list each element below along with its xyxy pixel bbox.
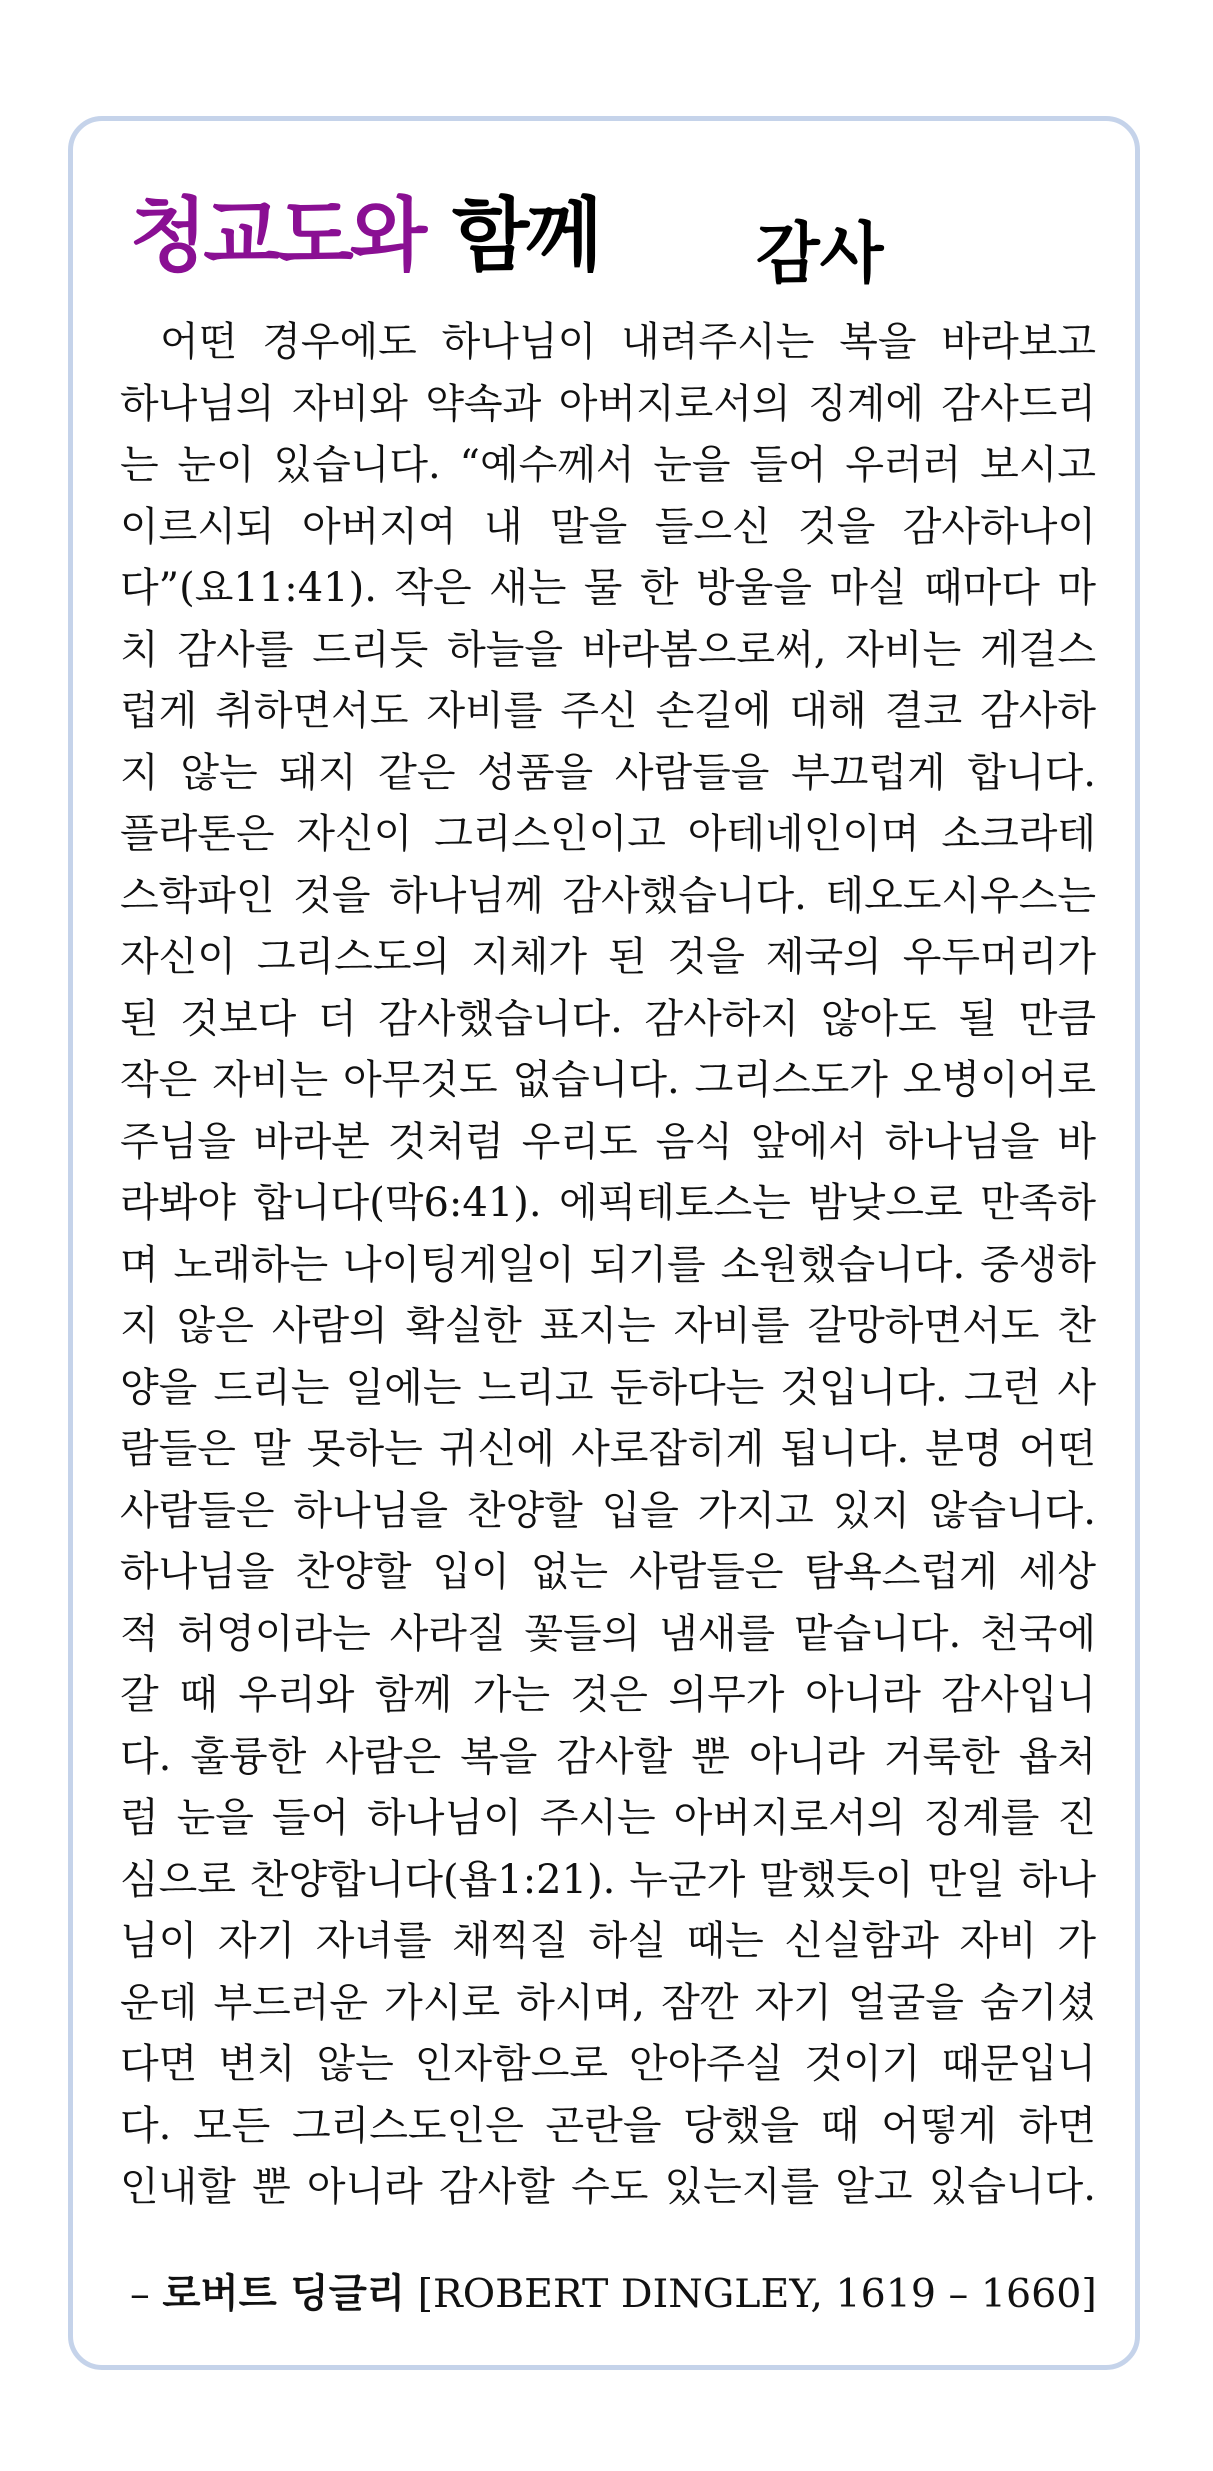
body-line: 며 노래하는 나이팅게일이 되기를 소원했습니다. 중생하 [120, 1241, 1096, 1288]
body-line: 심으로 찬양합니다(욥1:21). 누군가 말했듯이 만일 하나 [120, 1856, 1096, 1903]
body-line: 하나님을 찬양할 입이 없는 사람들은 탐욕스럽게 세상 [120, 1549, 1096, 1595]
title-main: 함께 [452, 189, 599, 282]
body-line: 람들은 말 못하는 귀신에 사로잡히게 됩니다. 분명 어떤 [120, 1426, 1096, 1472]
body-line: 럽게 취하면서도 자비를 주신 손길에 대해 결코 감사하 [120, 688, 1096, 734]
attribution-dash: – [130, 2271, 150, 2317]
body-line: 다. 훌륭한 사람은 복을 감사할 뿐 아니라 거룩한 욥처 [120, 1733, 1096, 1780]
title-topic: 감사 [756, 215, 884, 292]
body-line: 스학파인 것을 하나님께 감사했습니다. 테오도시우스는 [120, 872, 1096, 919]
body-line: 갈 때 우리와 함께 가는 것은 의무가 아니라 감사입니 [120, 1672, 1096, 1718]
body-line: 다. 모든 그리스도인은 곤란을 당했을 때 어떻게 하면 [120, 2102, 1096, 2149]
body-line: 양을 드리는 일에는 느리고 둔하다는 것입니다. 그런 사 [120, 1364, 1096, 1411]
attribution [130, 2262, 1100, 2326]
body-line: 다면 변치 않는 인자함으로 안아주실 것이기 때문입니 [120, 2041, 1096, 2087]
body-line: 님이 자기 자녀를 채찍질 하실 때는 신실함과 자비 가 [120, 1918, 1096, 1964]
body-line: 인내할 뿐 아니라 감사할 수도 있는지를 알고 있습니다. [120, 2164, 1096, 2210]
body-line: 플라톤은 자신이 그리스인이고 아테네인이며 소크라테 [120, 811, 1096, 857]
body-line: 자신이 그리스도의 지체가 된 것을 제국의 우두머리가 [120, 934, 1096, 980]
body-line: 럼 눈을 들어 하나님이 주시는 아버지로서의 징계를 진 [120, 1795, 1096, 1841]
body-line: 작은 자비는 아무것도 없습니다. 그리스도가 오병이어로 [120, 1057, 1096, 1103]
body-line: 치 감사를 드리듯 하늘을 바라봄으로써, 자비는 게걸스 [120, 626, 1096, 673]
body-line: 라봐야 합니다(막6:41). 에픽테토스는 밤낮으로 만족하 [120, 1180, 1096, 1226]
page-title [130, 186, 1090, 306]
author-name-english: [ROBERT DINGLEY, 1619 – 1660] [417, 2271, 1097, 2317]
author-name-korean: 로버트 딩글리 [162, 2271, 406, 2317]
body-line: 운데 부드러운 가시로 하시며, 잠깐 자기 얼굴을 숨기셨 [120, 1979, 1096, 2026]
body-line: 지 않는 돼지 같은 성품을 사람들을 부끄럽게 합니다. [120, 749, 1096, 796]
body-paragraph [120, 312, 1096, 2219]
body-line: 지 않은 사람의 확실한 표지는 자비를 갈망하면서도 찬 [120, 1303, 1096, 1349]
body-line: 주님을 바라본 것처럼 우리도 음식 앞에서 하나님을 바 [120, 1118, 1096, 1165]
title-accent: 청교도와 [130, 189, 424, 282]
body-line: 적 허영이라는 사라질 꽃들의 냄새를 맡습니다. 천국에 [120, 1610, 1096, 1657]
body-line: 하나님의 자비와 약속과 아버지로서의 징계에 감사드리 [120, 380, 1096, 427]
body-line: 다”(요11:41). 작은 새는 물 한 방울을 마실 때마다 마 [120, 565, 1096, 611]
body-line: 어떤 경우에도 하나님이 내려주시는 복을 바라보고 [160, 319, 1096, 365]
body-line: 된 것보다 더 감사했습니다. 감사하지 않아도 될 만큼 [120, 995, 1096, 1042]
body-line: 이르시되 아버지여 내 말을 들으신 것을 감사하나이 [120, 503, 1096, 550]
body-line: 는 눈이 있습니다. “예수께서 눈을 들어 우러러 보시고 [120, 442, 1096, 488]
body-line: 사람들은 하나님을 찬양할 입을 가지고 있지 않습니다. [120, 1487, 1096, 1534]
